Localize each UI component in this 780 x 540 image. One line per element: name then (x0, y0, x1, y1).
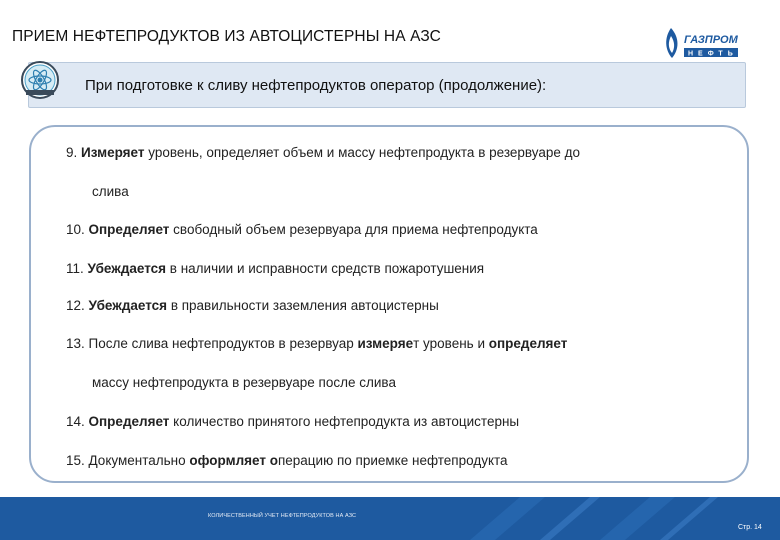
flame-icon (666, 28, 677, 58)
footer-text: КОЛИЧЕСТВЕННЫЙ УЧЕТ НЕФТЕПРОДУКТОВ НА АЗС (208, 513, 357, 519)
list-item-continuation: массу нефтепродукта в резервуаре после слива (92, 375, 396, 390)
subtitle-text: При подготовке к сливу нефтепродуктов оператор (продолжение): (85, 77, 547, 94)
gazprom-neft-logo (662, 24, 746, 64)
list-item-continuation: слива (92, 184, 129, 199)
footer-bar (0, 497, 780, 540)
logo-text: ГАЗПРОМ (684, 34, 738, 46)
list-item: 13. После слива нефтепродуктов в резервуар измеряет уровень и определяет (66, 336, 568, 351)
footer-stripes-decoration (0, 497, 780, 540)
subtitle-banner (28, 62, 746, 108)
list-item: 9. Измеряет уровень, определяет объем и массу нефтепродукта в резервуаре до (66, 145, 581, 160)
list-item: 15. Документально оформляет операцию по приемке нефтепродукта (66, 453, 508, 468)
logo-subtext: НЕФТЬ (688, 50, 738, 58)
page-number: Стр. 14 (738, 524, 762, 531)
list-item: 10. Определяет свободный объем резервуара для приема нефтепродукта (66, 222, 538, 237)
list-item: 14. Определяет количество принятого нефтепродукта из автоцистерны (66, 414, 520, 429)
atom-emblem-icon (20, 60, 60, 100)
list-item: 12. Убеждается в правильности заземления автоцистерны (66, 298, 439, 313)
slide-title: ПРИЕМ НЕФТЕПРОДУКТОВ ИЗ АВТОЦИСТЕРНЫ НА АЗС (12, 28, 441, 45)
list-item: 11. Убеждается в наличии и исправности средств пожаротушения (66, 261, 485, 276)
